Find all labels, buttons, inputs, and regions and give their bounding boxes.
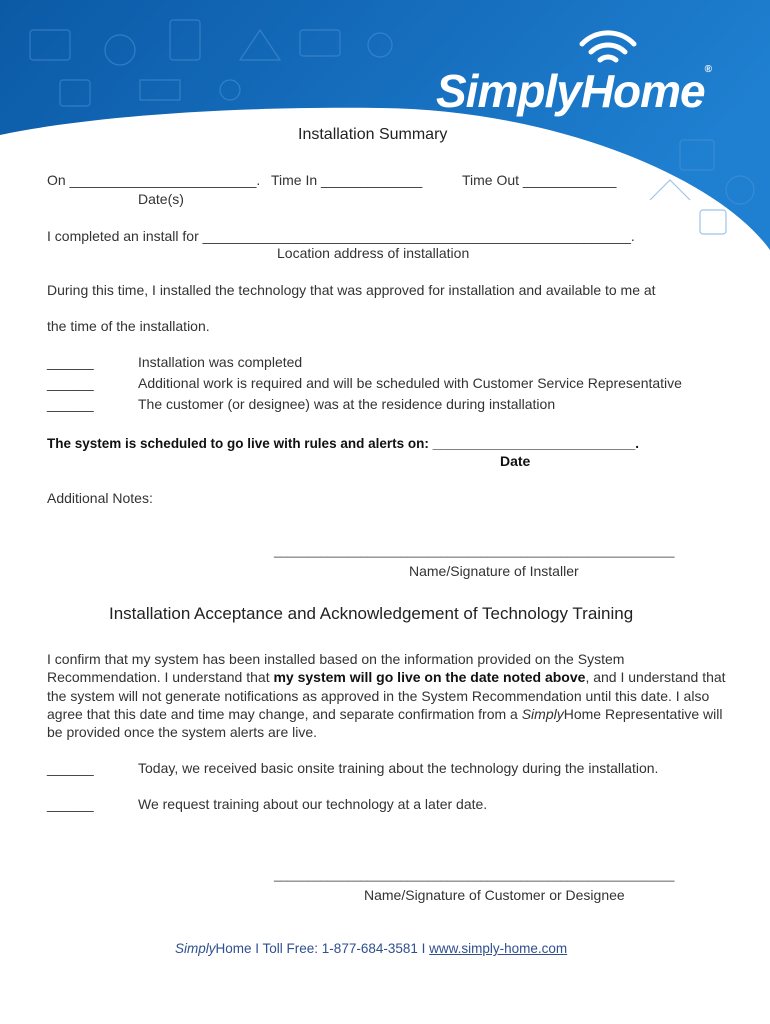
- customer-signature-line: ____________________________________________________________: [274, 868, 675, 882]
- time-out-field: Time Out ____________: [462, 172, 617, 188]
- page-title: Installation Summary: [298, 126, 448, 143]
- training-blank: ______: [47, 760, 94, 776]
- wifi-icon: [576, 24, 640, 64]
- footer: SimplyHome I Toll Free: 1-877-684-3581 I www.simply-home.com: [175, 941, 568, 956]
- checklist-blank: ______: [47, 396, 94, 412]
- section-acceptance-title: Installation Acceptance and Acknowledgement of Technology Training: [109, 604, 634, 623]
- installer-caption: Name/Signature of Installer: [409, 563, 579, 579]
- simplyhome-logo: [436, 24, 742, 124]
- training-blank: ______: [47, 796, 94, 812]
- training-item: Today, we received basic onsite training about the technology during the installation.: [138, 760, 659, 776]
- dates-caption: Date(s): [138, 191, 184, 207]
- logo-wordmark: SimplyHome®: [436, 64, 712, 117]
- training-item: We request training about our technology at a later date.: [138, 796, 488, 812]
- install-location-field: I completed an install for _______________________________________________________.: [47, 228, 635, 244]
- installer-signature-line: ____________________________________________________________: [274, 544, 675, 558]
- checklist-blank: ______: [47, 354, 94, 370]
- confirmation-paragraph: I confirm that my system has been installed based on the information provided on the System Recommendation. I understand that my system will go live on the date noted above, and I understand that the system will not generate notifications as approved in the System Recommendation until this date. I also agree that this date and time may change, and separate confirmation from a SimplyHome Representative will be provided once the system alerts are live.: [47, 651, 726, 741]
- customer-caption: Name/Signature of Customer or Designee: [364, 887, 625, 903]
- date-caption: Date: [500, 453, 531, 469]
- checklist-item: The customer (or designee) was at the residence during installation: [138, 396, 556, 412]
- checklist-item: Installation was completed: [138, 354, 303, 370]
- website-link[interactable]: www.simply-home.com: [429, 941, 568, 956]
- golive-statement: The system is scheduled to go live with rules and alerts on: ___________________________.: [47, 436, 640, 451]
- during-text-line2: the time of the installation.: [47, 318, 210, 334]
- location-caption: Location address of installation: [277, 245, 470, 261]
- checklist-blank: ______: [47, 375, 94, 391]
- additional-notes-label: Additional Notes:: [47, 490, 153, 506]
- checklist-item: Additional work is required and will be scheduled with Customer Service Representative: [138, 375, 682, 391]
- on-date-field: On ________________________.: [47, 172, 261, 188]
- time-in-field: Time In _____________: [271, 172, 423, 188]
- during-text-line1: During this time, I installed the technology that was approved for installation and available to me at: [47, 282, 656, 298]
